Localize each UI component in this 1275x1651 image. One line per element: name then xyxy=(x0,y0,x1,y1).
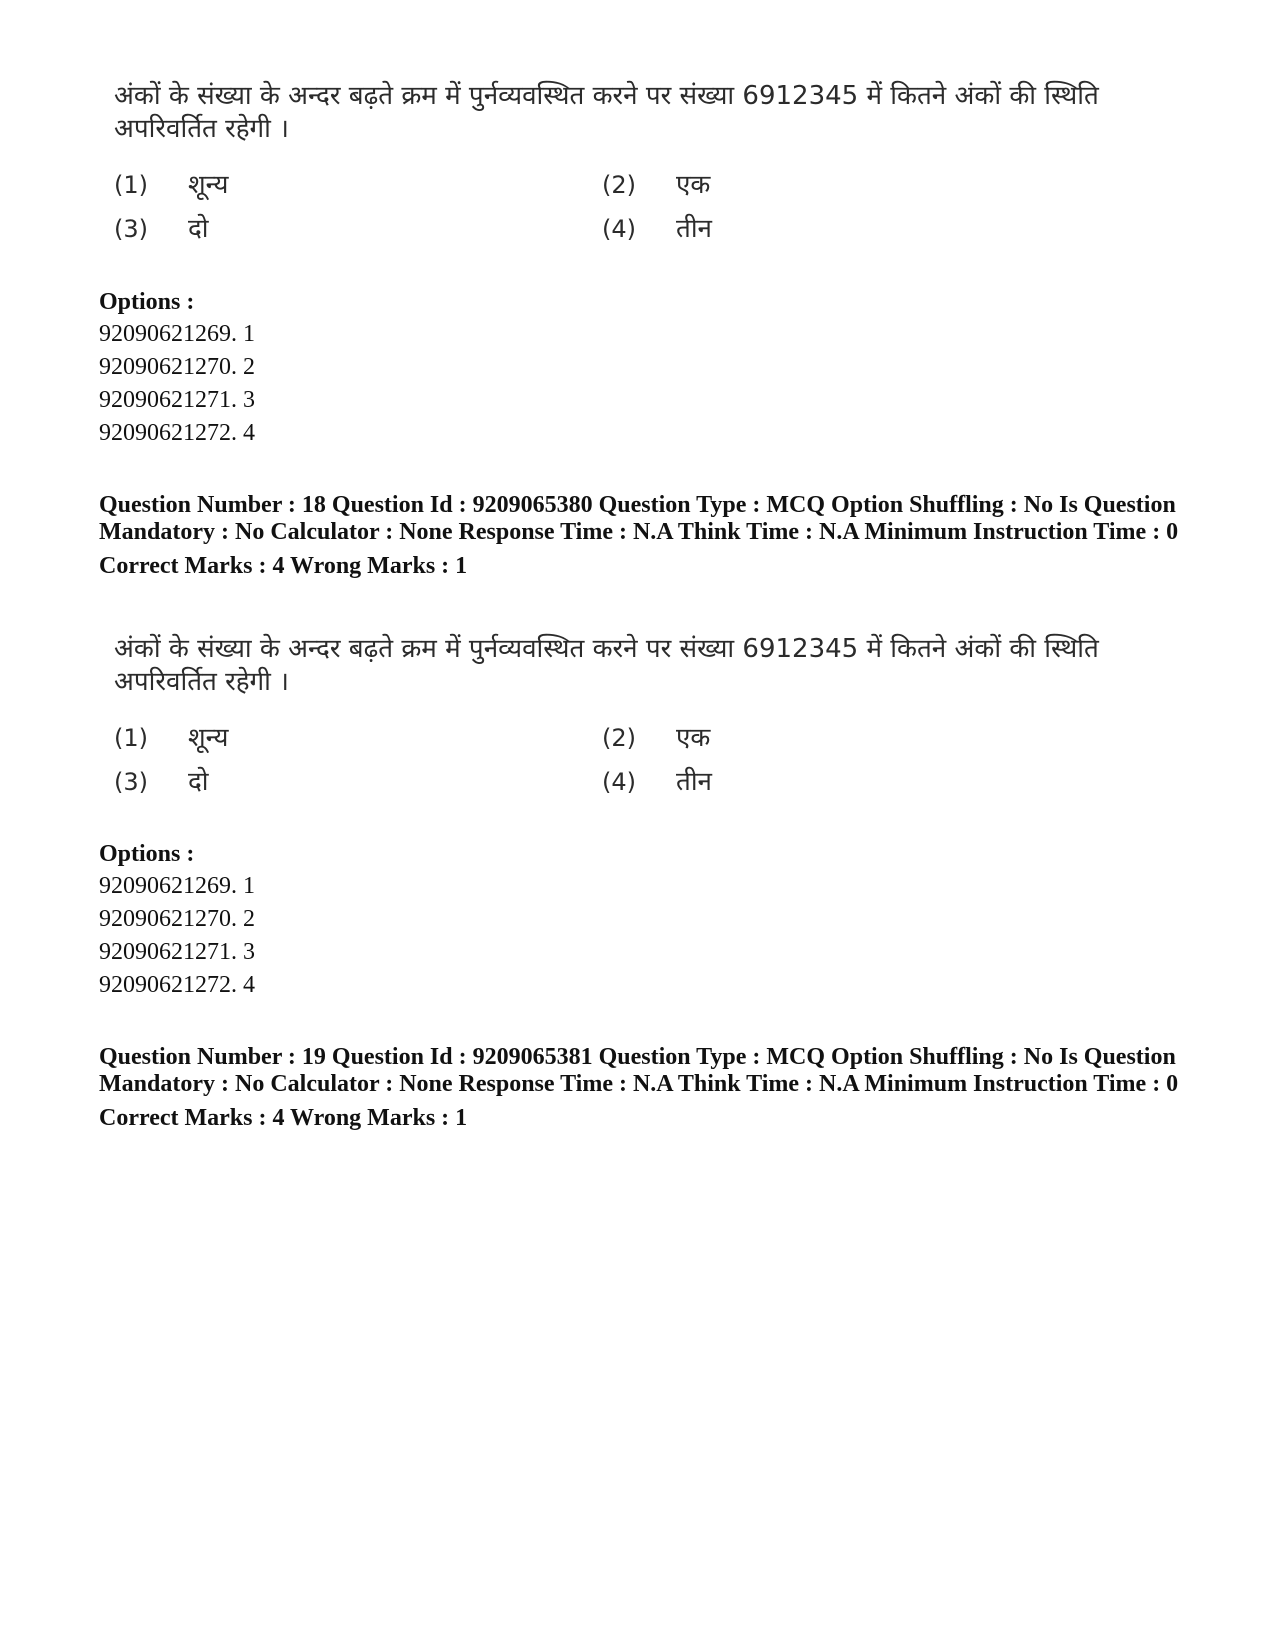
option-line: 92090621272. 4 xyxy=(99,972,255,998)
choice-text: शून्य xyxy=(188,170,229,200)
question-meta-text: Question Number : 18 Question Id : 9209065380 Question Type : MCQ Option Shuffling : No Is Question Mandatory : No Calculator : None Response Time : N.A Think Time : N.A Minimum Instruction Time : 0 xyxy=(99,492,1179,545)
choice-4 xyxy=(602,212,1090,246)
question-image-block-1 xyxy=(114,633,1154,799)
question-choices xyxy=(114,721,1154,799)
options-list-block-0 xyxy=(99,286,1199,450)
question-meta-18 xyxy=(99,492,1199,580)
choice-1 xyxy=(114,168,602,202)
choice-number: (2) xyxy=(602,171,636,199)
option-line: 92090621271. 3 xyxy=(99,387,255,413)
choice-4 xyxy=(602,765,1090,799)
options-heading: Options : xyxy=(99,289,195,315)
choice-text: दो xyxy=(188,214,209,244)
option-line: 92090621269. 1 xyxy=(99,321,255,347)
choice-number: (1) xyxy=(114,171,148,199)
choice-2 xyxy=(602,168,1090,202)
choice-text: शून्य xyxy=(188,723,229,753)
question-marks-text: Correct Marks : 4 Wrong Marks : 1 xyxy=(99,1105,468,1131)
option-line: 92090621269. 1 xyxy=(99,873,255,899)
choice-number: (2) xyxy=(602,724,636,752)
choice-2 xyxy=(602,721,1090,755)
options-heading: Options : xyxy=(99,841,195,867)
choice-number: (1) xyxy=(114,724,148,752)
option-line: 92090621270. 2 xyxy=(99,354,255,380)
choice-number: (3) xyxy=(114,215,148,243)
question-image-block-0 xyxy=(114,80,1154,246)
question-meta-19 xyxy=(99,1044,1199,1132)
choice-text: एक xyxy=(676,170,711,200)
option-line: 92090621272. 4 xyxy=(99,420,255,446)
option-line: 92090621270. 2 xyxy=(99,906,255,932)
option-line: 92090621271. 3 xyxy=(99,939,255,965)
question-text: अंकों के संख्या के अन्दर बढ़ते क्रम में पुर्नव्यवस्थित करने पर संख्या 6912345 में कितने अंकों की स्थिति अपरिवर्तित रहेगी । xyxy=(114,81,1099,144)
question-marks-text: Correct Marks : 4 Wrong Marks : 1 xyxy=(99,553,468,579)
choice-text: एक xyxy=(676,723,711,753)
choice-3 xyxy=(114,765,602,799)
question-meta-text: Question Number : 19 Question Id : 9209065381 Question Type : MCQ Option Shuffling : No Is Question Mandatory : No Calculator : None Response Time : N.A Think Time : N.A Minimum Instruction Time : 0 xyxy=(99,1044,1179,1097)
choice-3 xyxy=(114,212,602,246)
choice-1 xyxy=(114,721,602,755)
choice-text: तीन xyxy=(676,214,712,244)
question-choices xyxy=(114,168,1154,246)
choice-text: दो xyxy=(188,767,209,797)
choice-number: (4) xyxy=(602,768,636,796)
choice-text: तीन xyxy=(676,767,712,797)
choice-number: (3) xyxy=(114,768,148,796)
choice-number: (4) xyxy=(602,215,636,243)
options-list-block-1 xyxy=(99,838,1199,1002)
question-text: अंकों के संख्या के अन्दर बढ़ते क्रम में पुर्नव्यवस्थित करने पर संख्या 6912345 में कितने अंकों की स्थिति अपरिवर्तित रहेगी । xyxy=(114,634,1099,697)
